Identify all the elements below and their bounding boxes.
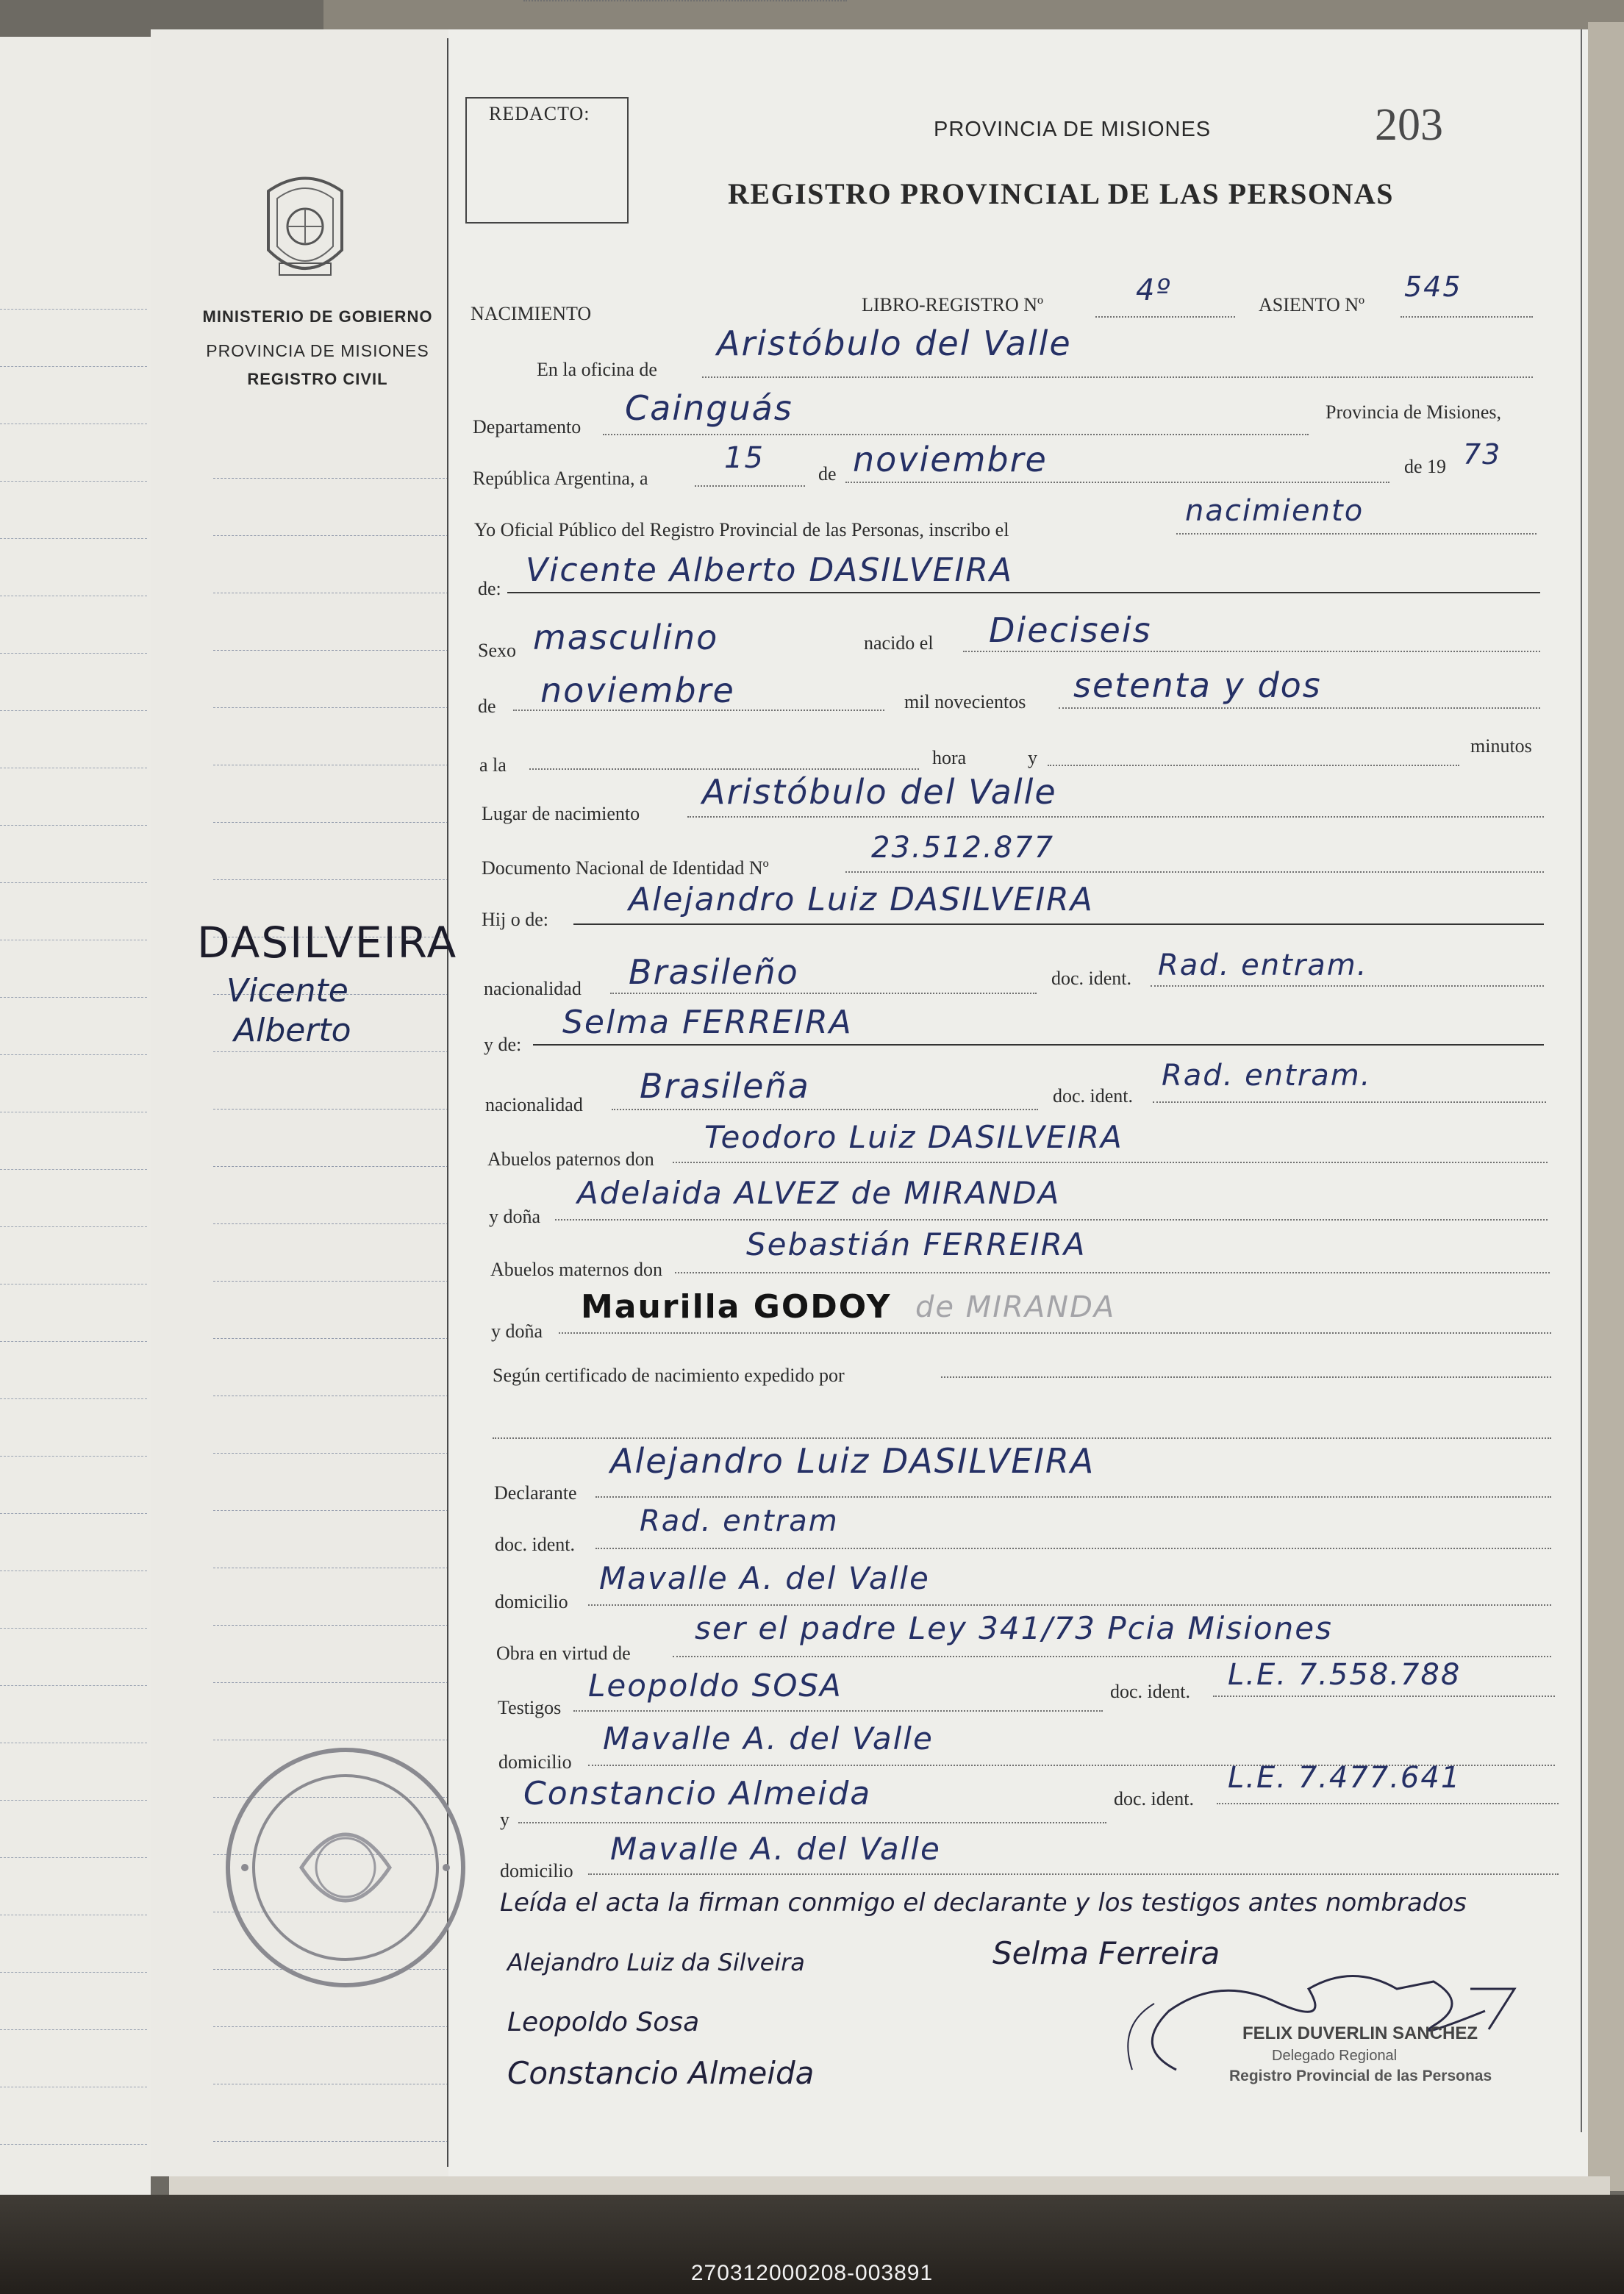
ruled-line (0, 1456, 147, 1457)
testigo2-doc: L.E. 7.477.641 (1228, 1761, 1462, 1795)
domicilio-label: domicilio (495, 1591, 568, 1612)
name-line (507, 592, 1540, 593)
ruled-line (0, 1857, 147, 1858)
asiento-line (1401, 316, 1533, 318)
testigo2-line (518, 1822, 1106, 1823)
testigo2-dom: Mavalle A. del Valle (610, 1831, 941, 1867)
dni-line (845, 871, 1544, 873)
month-de-label: de (818, 463, 837, 485)
stub-given-name-2: Alberto (234, 1012, 351, 1049)
y-label: y (1028, 747, 1037, 768)
signature-4: Constancio Almeida (507, 2055, 815, 2091)
testigo1-doc: L.E. 7.558.788 (1228, 1658, 1462, 1692)
father-nationality: Brasileño (629, 952, 799, 992)
signature-3: Leopoldo Sosa (507, 2007, 700, 2037)
year-prefix: de 19 (1404, 456, 1447, 477)
official-office: Registro Provincial de las Personas (1229, 2068, 1492, 2084)
ruled-line (0, 1226, 147, 1227)
ruled-line (0, 2144, 147, 2145)
father-nacionalidad-label: nacionalidad (484, 978, 582, 999)
certificado-line-2 (493, 1437, 1551, 1439)
father-value: Alejandro Luiz DASILVEIRA (629, 881, 1094, 918)
ruled-line (0, 2029, 147, 2030)
hora-label: hora (932, 747, 967, 768)
ruled-line (213, 1109, 448, 1110)
father-doc-label: doc. ident. (1051, 968, 1132, 989)
mother-y-de-label: y de: (484, 1034, 522, 1055)
ruled-line (213, 2026, 448, 2027)
ruled-line (213, 822, 448, 823)
ruled-line (0, 653, 147, 654)
abuelo-m-line (675, 1272, 1550, 1273)
republica-label: República Argentina, a (473, 468, 648, 489)
official-name: FELIX DUVERLIN SANCHEZ (1242, 2023, 1478, 2043)
abuela-m-line (559, 1332, 1551, 1334)
oficina-label: En la oficina de (537, 359, 657, 380)
father-line (573, 923, 1544, 925)
mother-doc-line (1153, 1101, 1546, 1103)
province-header: PROVINCIA DE MISIONES (934, 118, 1212, 141)
ruled-line (0, 1685, 147, 1686)
testigo2-doc-label: doc. ident. (1114, 1788, 1195, 1809)
ruled-line (0, 481, 147, 482)
dni-value: 23.512.877 (871, 831, 1055, 865)
ruled-line (213, 879, 448, 880)
certificado-label: Según certificado de nacimiento expedido por (493, 1365, 845, 1386)
abuela-m-value: Maurilla GODOY (581, 1288, 892, 1326)
ruled-line (0, 825, 147, 826)
oficina-value: Aristóbulo del Valle (717, 324, 1072, 363)
domicilio-value: Mavalle A. del Valle (599, 1560, 930, 1596)
abuelo-m-value: Sebastián FERREIRA (746, 1226, 1087, 1262)
libro-value: 4º (1136, 274, 1172, 307)
testigos-label: Testigos (498, 1697, 562, 1718)
ruled-line (213, 1166, 448, 1167)
lugar-value: Aristóbulo del Valle (702, 772, 1057, 812)
sexo-line (523, 0, 847, 1)
signature-1: Alejandro Luiz da Silveira (507, 1948, 805, 1976)
ruled-line (213, 707, 448, 708)
minutos-label: minutos (1470, 735, 1532, 757)
abuela-m-struck: de MIRANDA (915, 1290, 1116, 1324)
ruled-line (213, 478, 448, 479)
testigo2-doc-line (1217, 1803, 1559, 1804)
dni-label: Documento Nacional de Identidad Nº (482, 857, 769, 879)
domicilio-line (588, 1604, 1551, 1606)
decl-doc-label: doc. ident. (495, 1534, 576, 1555)
asiento-label: ASIENTO Nº (1259, 294, 1365, 315)
redacto-label: REDACTO: (489, 103, 590, 124)
testigo1-doc-label: doc. ident. (1110, 1681, 1191, 1702)
birth-year-value: setenta y dos (1073, 665, 1322, 705)
abuela-m-label: y doña (491, 1321, 543, 1342)
stub-surname: DASILVEIRA (197, 918, 458, 968)
ruled-line (0, 1972, 147, 1973)
abuela-p-line (555, 1219, 1548, 1221)
oficial-value: nacimiento (1185, 494, 1364, 528)
declarante-value: Alejandro Luiz DASILVEIRA (610, 1441, 1095, 1481)
oficial-line (1176, 533, 1537, 535)
registry-title: REGISTRO PROVINCIAL DE LAS PERSONAS (728, 177, 1395, 210)
ruled-line (213, 1682, 448, 1683)
oficial-label: Yo Oficial Público del Registro Provincial de las Personas, inscribo el (474, 519, 1009, 540)
hour-line (529, 768, 919, 770)
stub-given-name-1: Vicente (226, 972, 348, 1010)
sexo-label: Sexo (478, 640, 516, 661)
father-nationality-line (610, 993, 1037, 994)
domicilio2-label: domicilio (498, 1751, 572, 1773)
abuela-p-label: y doña (489, 1206, 541, 1227)
ruled-line (0, 1398, 147, 1399)
ruled-line (0, 1800, 147, 1801)
ministry-label: MINISTERIO DE GOBIERNO (202, 307, 433, 326)
province-label: PROVINCIA DE MISIONES (206, 341, 429, 360)
day-line (695, 485, 805, 487)
testigo2-y-label: y (500, 1809, 509, 1830)
testigo2-dom-line (588, 1873, 1559, 1875)
mil-label: mil novecientos (904, 691, 1026, 712)
ruled-line (0, 538, 147, 539)
declarante-line (595, 1496, 1551, 1498)
ruled-line (213, 1051, 448, 1052)
mother-nationality-line (612, 1109, 1038, 1110)
ruled-line (213, 650, 448, 651)
ruled-line (213, 2141, 448, 2142)
departamento-value: Cainguás (625, 388, 793, 428)
decl-doc-line (595, 1548, 1551, 1549)
folio-number: 203 (1375, 100, 1443, 150)
hora-a-la-label: a la (479, 754, 507, 776)
ruled-line (0, 1341, 147, 1342)
ruled-line (213, 1281, 448, 1282)
obra-line (673, 1656, 1551, 1657)
ruled-line (0, 710, 147, 711)
name-value: Vicente Alberto DASILVEIRA (526, 551, 1014, 589)
civil-registry-label: REGISTRO CIVIL (247, 370, 388, 388)
mother-line (533, 1044, 1544, 1046)
ruled-line (213, 1510, 448, 1511)
ruled-line (0, 1513, 147, 1514)
obra-label: Obra en virtud de (496, 1643, 631, 1664)
domicilio3-label: domicilio (500, 1860, 573, 1882)
mother-doc-label: doc. ident. (1053, 1085, 1134, 1107)
testigo1-line (573, 1710, 1103, 1712)
testigo2-value: Constancio Almeida (523, 1775, 872, 1812)
mother-doc: Rad. entram. (1162, 1059, 1372, 1093)
mother-nacionalidad-label: nacionalidad (485, 1094, 583, 1115)
ruled-line (0, 309, 147, 310)
ruled-line (213, 1223, 448, 1224)
abuelo-p-value: Teodoro Luiz DASILVEIRA (704, 1119, 1123, 1155)
departamento-line (603, 434, 1309, 435)
mother-value: Selma FERREIRA (562, 1004, 853, 1041)
nacido-line (963, 651, 1540, 652)
minute-line (1048, 765, 1459, 766)
year-value: 73 (1463, 438, 1502, 471)
lugar-label: Lugar de nacimiento (482, 803, 640, 824)
certificado-line (941, 1376, 1551, 1378)
asiento-value: 545 (1404, 271, 1462, 303)
abuela-p-value: Adelaida ALVEZ de MIRANDA (577, 1175, 1061, 1211)
father-doc: Rad. entram. (1158, 948, 1368, 982)
provincia-suffix: Provincia de Misiones, (1326, 401, 1502, 423)
book-cover-right (1588, 22, 1624, 2191)
decl-doc-value: Rad. entram (640, 1504, 839, 1538)
declarante-label: Declarante (494, 1482, 577, 1504)
form-right-border (1581, 29, 1582, 2132)
hijo-label: Hij o de: (482, 909, 548, 930)
official-role: Delegado Regional (1272, 2048, 1398, 2064)
signature-2: Selma Ferreira (992, 1935, 1220, 1971)
ruled-line (0, 997, 147, 998)
closing-note: Leída el acta la firman conmigo el declarante y los testigos antes nombrados (500, 1888, 1467, 1918)
abuelos-m-label: Abuelos maternos don (490, 1259, 662, 1280)
book-cover-top (323, 0, 1624, 29)
ruled-line (0, 882, 147, 883)
sexo-value: masculino (533, 618, 719, 657)
record-type-label: NACIMIENTO (471, 303, 592, 324)
nacido-value: Dieciseis (989, 610, 1152, 650)
testigo1-dom: Mavalle A. del Valle (603, 1721, 934, 1757)
image-caption: 270312000208-003891 (690, 2261, 934, 2285)
month-value: noviembre (853, 440, 1048, 479)
ruled-line (213, 1453, 448, 1454)
abuelos-p-label: Abuelos paternos don (487, 1148, 654, 1170)
nacido-label: nacido el (864, 632, 934, 654)
testigo1-doc-line (1213, 1696, 1555, 1697)
ruled-line (213, 1625, 448, 1626)
testigo1-value: Leopoldo SOSA (588, 1668, 843, 1704)
departamento-label: Departamento (473, 416, 582, 437)
birth-de-label: de (478, 696, 496, 717)
libro-line (1095, 316, 1235, 318)
ruled-line (0, 1628, 147, 1629)
oficina-line (702, 376, 1533, 378)
ruled-line (0, 1054, 147, 1055)
mother-nationality: Brasileña (640, 1066, 810, 1106)
day-value: 15 (724, 441, 765, 475)
name-de-label: de: (478, 578, 501, 599)
birth-year-line (1059, 707, 1540, 709)
ruled-line (0, 366, 147, 367)
abuelo-p-line (673, 1162, 1548, 1163)
lugar-line (687, 816, 1544, 818)
birth-month-value: noviembre (540, 671, 735, 710)
father-doc-line (1151, 985, 1544, 987)
ruled-line (213, 1338, 448, 1339)
official-stamp-icon (217, 1713, 474, 2022)
month-line (845, 482, 1389, 483)
obra-value: ser el padre Ley 341/73 Pcia Misiones (695, 1610, 1333, 1646)
left-page (0, 37, 151, 2195)
libro-label: LIBRO-REGISTRO Nº (862, 294, 1044, 315)
ruled-line (0, 1169, 147, 1170)
coat-of-arms-icon (254, 169, 357, 287)
ruled-line (213, 535, 448, 536)
